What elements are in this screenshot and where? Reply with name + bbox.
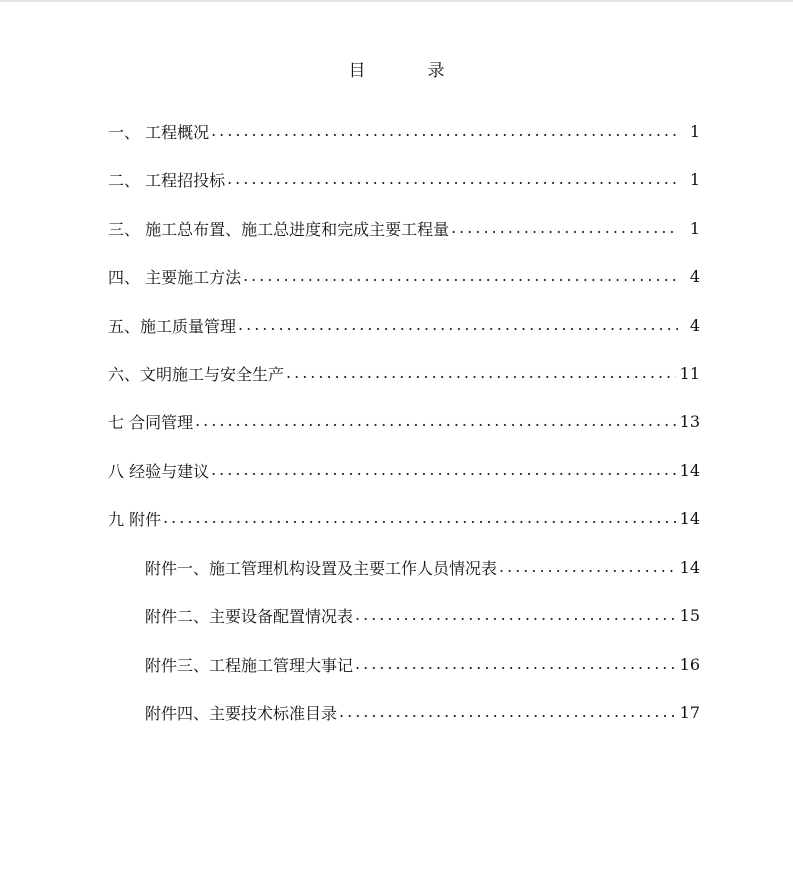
- toc-entry-12[interactable]: [145, 648, 700, 680]
- dot-leader: [451, 212, 678, 244]
- toc-entry-page: 1: [689, 121, 700, 141]
- toc-entry-9[interactable]: [108, 502, 700, 534]
- toc-title-part2: 录: [427, 61, 445, 81]
- toc-entry-label: 二、 工程招投标: [108, 170, 226, 190]
- toc-entry-page: 4: [689, 266, 700, 286]
- dot-leader: [243, 260, 678, 292]
- dot-leader: [355, 599, 676, 631]
- toc-entry-3[interactable]: [108, 212, 700, 244]
- dot-leader: [499, 551, 676, 583]
- dot-leader: [339, 696, 676, 728]
- dot-leader: [211, 454, 676, 486]
- dot-leader: [286, 357, 676, 389]
- toc-entry-label: 四、 主要施工方法: [108, 267, 242, 287]
- toc-entry-10[interactable]: [145, 551, 700, 583]
- toc-entry-13[interactable]: [145, 696, 700, 728]
- dot-leader: [211, 115, 678, 147]
- toc-entry-11[interactable]: [145, 599, 700, 631]
- toc-entry-1[interactable]: [108, 115, 700, 147]
- dot-leader: [227, 163, 678, 195]
- toc-entry-label: 附件一、施工管理机构设置及主要工作人员情况表: [145, 558, 498, 578]
- dot-leader: [163, 502, 676, 534]
- toc-entry-page: 11: [679, 363, 700, 383]
- dot-leader: [355, 648, 676, 680]
- toc-entry-page: 13: [679, 411, 700, 431]
- dot-leader: [195, 405, 676, 437]
- toc-entry-page: 1: [689, 169, 700, 189]
- toc-entry-label: 一、 工程概况: [108, 122, 210, 142]
- toc-entry-label: 附件三、工程施工管理大事记: [145, 655, 354, 675]
- toc-title-part1: 目: [348, 61, 366, 81]
- toc-entry-page: 14: [679, 557, 700, 577]
- toc-entry-page: 17: [679, 702, 700, 722]
- toc-entry-7[interactable]: [108, 405, 700, 437]
- toc-entry-page: 14: [679, 508, 700, 528]
- toc-entry-4[interactable]: [108, 260, 700, 292]
- toc-entry-page: 1: [689, 218, 700, 238]
- dot-leader: [238, 309, 678, 341]
- toc-entry-page: 15: [679, 605, 700, 625]
- toc-entry-label: 五、施工质量管理: [108, 316, 237, 336]
- toc-entry-label: 八 经验与建议: [108, 461, 210, 481]
- toc-entry-label: 九 附件: [108, 509, 162, 529]
- toc-entry-5[interactable]: [108, 309, 700, 341]
- toc-title: [0, 56, 793, 81]
- toc-entry-6[interactable]: [108, 357, 700, 389]
- toc-entry-label: 附件四、主要技术标准目录: [145, 703, 338, 723]
- toc-entry-page: 14: [679, 460, 700, 480]
- toc-entry-label: 六、文明施工与安全生产: [108, 364, 285, 384]
- toc-entry-label: 附件二、主要设备配置情况表: [145, 606, 354, 626]
- toc-entry-label: 三、 施工总布置、施工总进度和完成主要工程量: [108, 219, 450, 239]
- toc-entry-label: 七 合同管理: [108, 412, 194, 432]
- toc-entry-8[interactable]: [108, 454, 700, 486]
- toc-entry-2[interactable]: [108, 163, 700, 195]
- toc-entry-page: 16: [679, 654, 700, 674]
- toc-entry-page: 4: [689, 315, 700, 335]
